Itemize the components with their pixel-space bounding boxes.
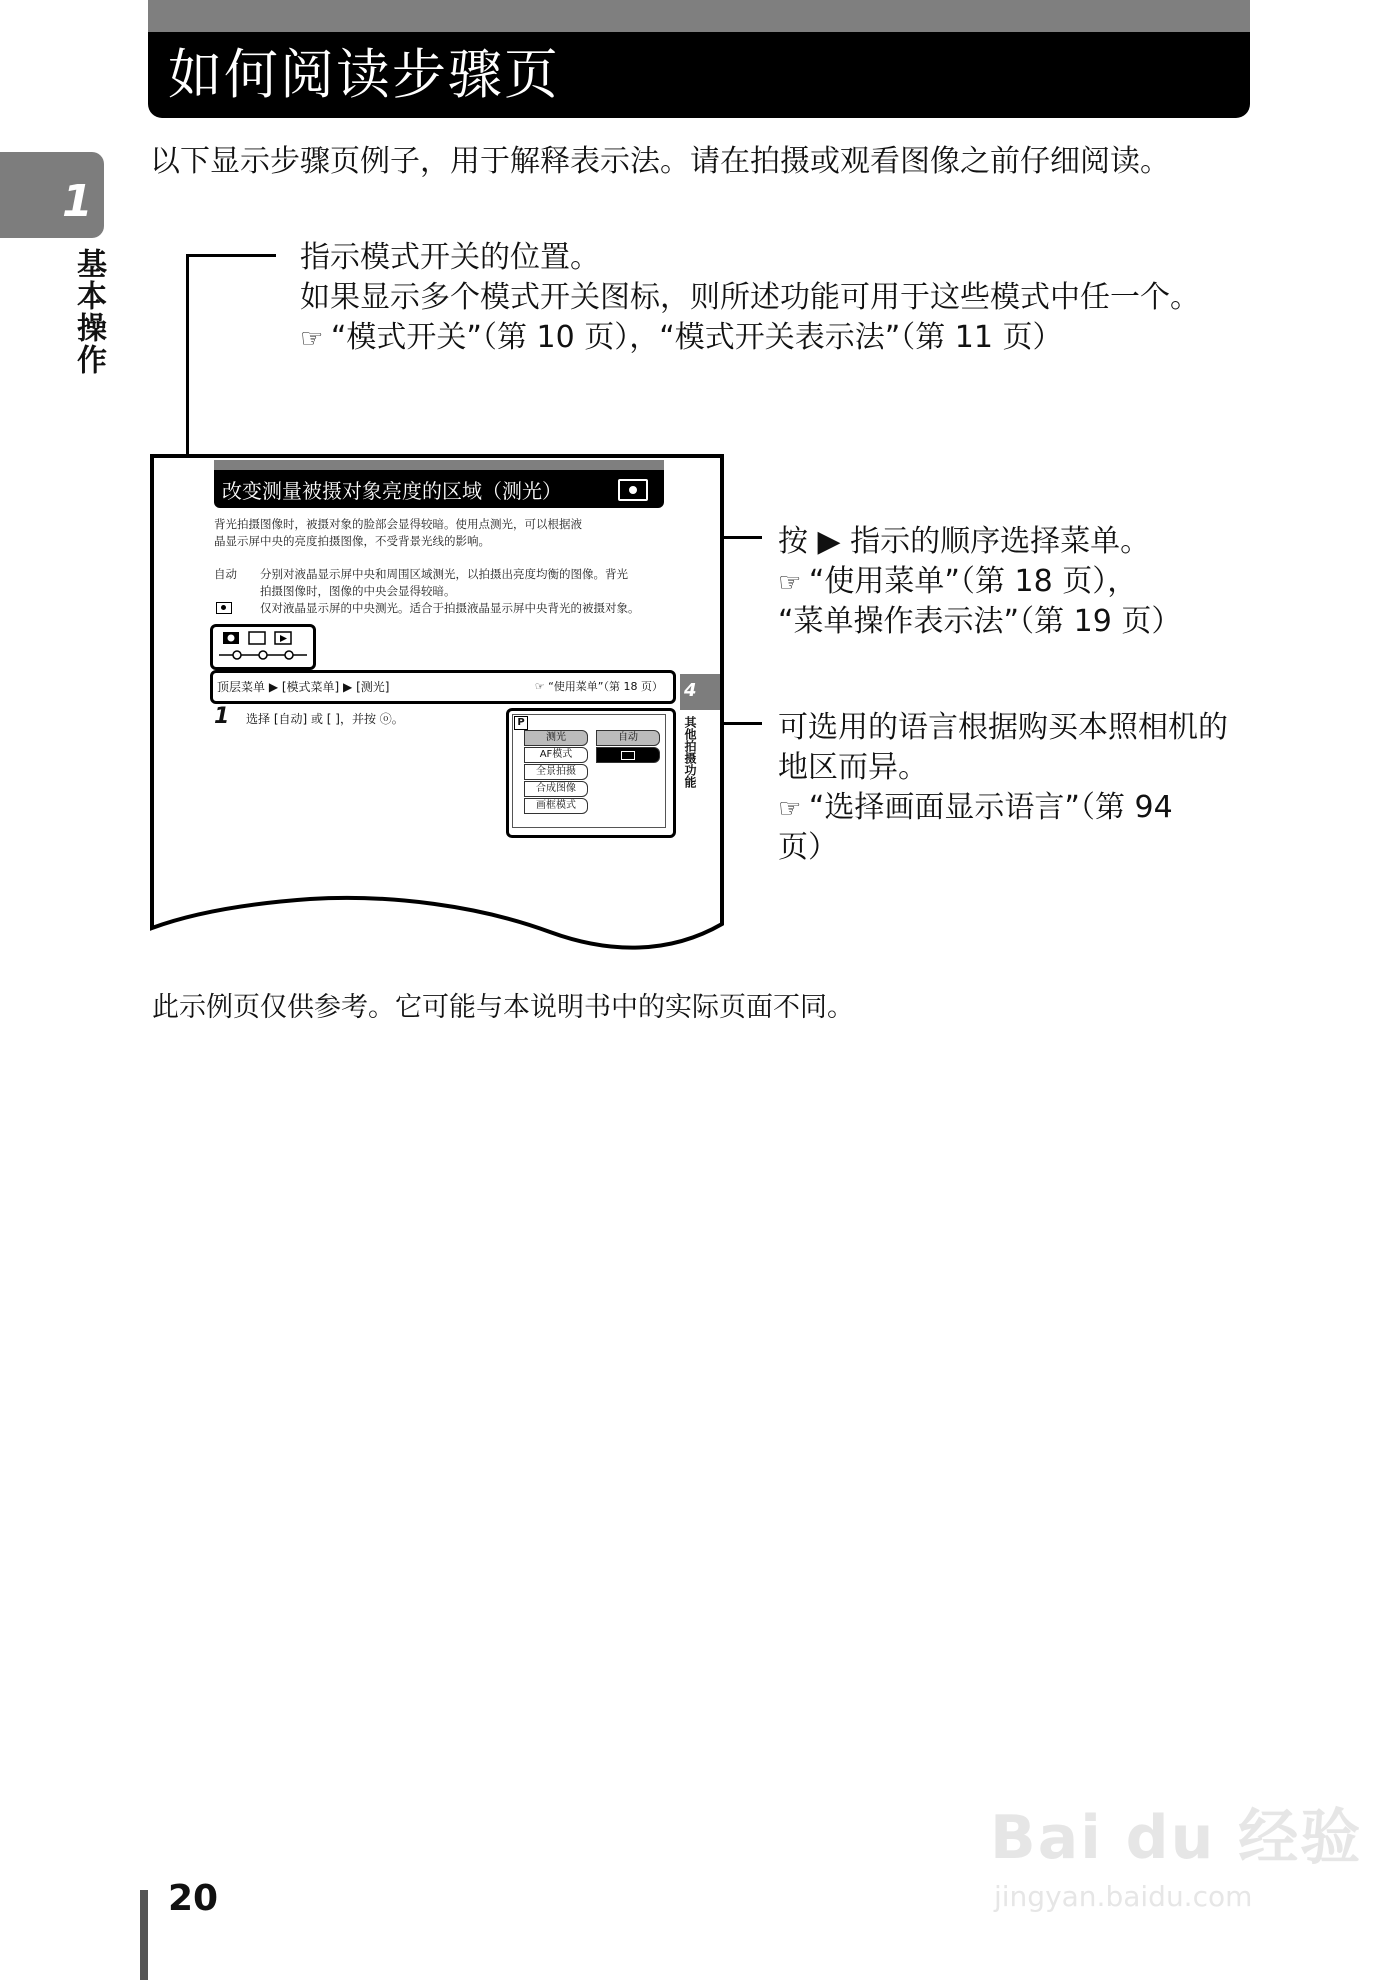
sample-side-label: 其他拍摄功能 [683,716,697,788]
sample-side-tab-number: 4 [684,680,697,701]
callout-lang-ref-b: 页） [778,830,838,865]
callout-menu-line1: 按 ▶ 指示的顺序选择菜单。 [778,524,1151,559]
footer-note: 此示例页仅供参考。它可能与本说明书中的实际页面不同。 [152,992,854,1023]
step-text: 选择 [自动] 或 [ ]，并按 ⓞ。 [246,712,404,726]
lcd-item-metering: 测光 [524,730,588,746]
page-title: 如何阅读步骤页 [168,43,560,106]
watermark-url: jingyan.baidu.com [994,1880,1253,1913]
callout-mode-ref-text: “模式开关”（第 10 页），“模式开关表示法”（第 11 页） [330,320,1063,355]
lcd-right-auto: 自动 [596,730,660,746]
callout-lang-ref [778,788,1173,829]
lcd-item-composite: 合成图像 [524,781,588,797]
menu-ref: ☞ “使用菜单”（第 18 页） [534,680,663,693]
sample-opt-auto-1: 分别对液晶显示屏中央和周围区域测光，以拍摄出亮度均衡的图像。背光 [260,567,628,581]
lcd-right-spot [596,747,660,763]
movie-icon [249,632,265,644]
step-number: 1 [214,704,230,729]
menu-path: 顶层菜单 ▶ [模式菜单] ▶ [测光] [217,680,390,694]
reference-icon: ☞ [778,794,800,824]
sample-title-topbar [214,460,664,470]
callout-mode-line1: 指示模式开关的位置。 [300,240,600,275]
sample-opt-auto-label: 自动 [214,567,237,581]
lcd-item-af: AF模式 [524,747,588,763]
mode-switch-box [210,624,316,670]
callout-mode-ref [300,318,1063,359]
lcd-mode-indicator: P [514,716,528,730]
sample-desc-2: 晶显示屏中央的亮度拍摄图像，不受背景光线的影响。 [214,534,490,548]
watermark-logo: Bai du 经验 [990,1803,1363,1873]
reference-icon: ☞ [300,324,322,354]
sample-title-bar [214,470,664,508]
sample-opt-auto-2: 拍摄图像时，图像的中央会显得较暗。 [260,584,456,598]
chapter-number: 1 [62,176,93,227]
sample-desc-1: 背光拍摄图像时，被摄对象的脸部会显得较暗。使用点测光，可以根据液 [214,517,582,531]
header-top-bar [148,0,1250,32]
callout-mode-line2: 如果显示多个模式开关图标，则所述功能可用于这些模式中任一个。 [300,280,1200,315]
reference-icon: ☞ [778,568,800,598]
callout-lang-line2: 地区而异。 [778,750,928,785]
intro-text: 以下显示步骤页例子，用于解释表示法。请在拍摄或观看图像之前仔细阅读。 [150,144,1170,179]
sample-title: 改变测量被摄对象亮度的区域（测光） [222,479,562,503]
sample-opt-spot-1: 仅对液晶显示屏的中央测光。适合于拍摄液晶显示屏中央背光的被摄对象。 [260,601,640,615]
spot-metering-icon [618,479,648,501]
callout-menu-ref-b: “菜单操作表示法”（第 19 页） [778,604,1182,639]
spot-icon-small [216,602,232,614]
page-number-bar [140,1890,148,1980]
callout-menu-ref-a: “使用菜单”（第 18 页）， [808,564,1138,599]
lcd-item-panorama: 全景拍摄 [524,764,588,780]
callout-line-mode-h [186,254,276,257]
chapter-label: 基本操作 [71,248,106,376]
callout-lang-line1: 可选用的语言根据购买本照相机的 [778,710,1228,745]
lcd-item-frame: 画框模式 [524,798,588,814]
page-number: 20 [168,1878,219,1919]
callout-menu-ref [778,562,1137,603]
callout-lang-ref-a: “选择画面显示语言”（第 94 [808,790,1173,825]
menu-path-bar [210,670,676,704]
